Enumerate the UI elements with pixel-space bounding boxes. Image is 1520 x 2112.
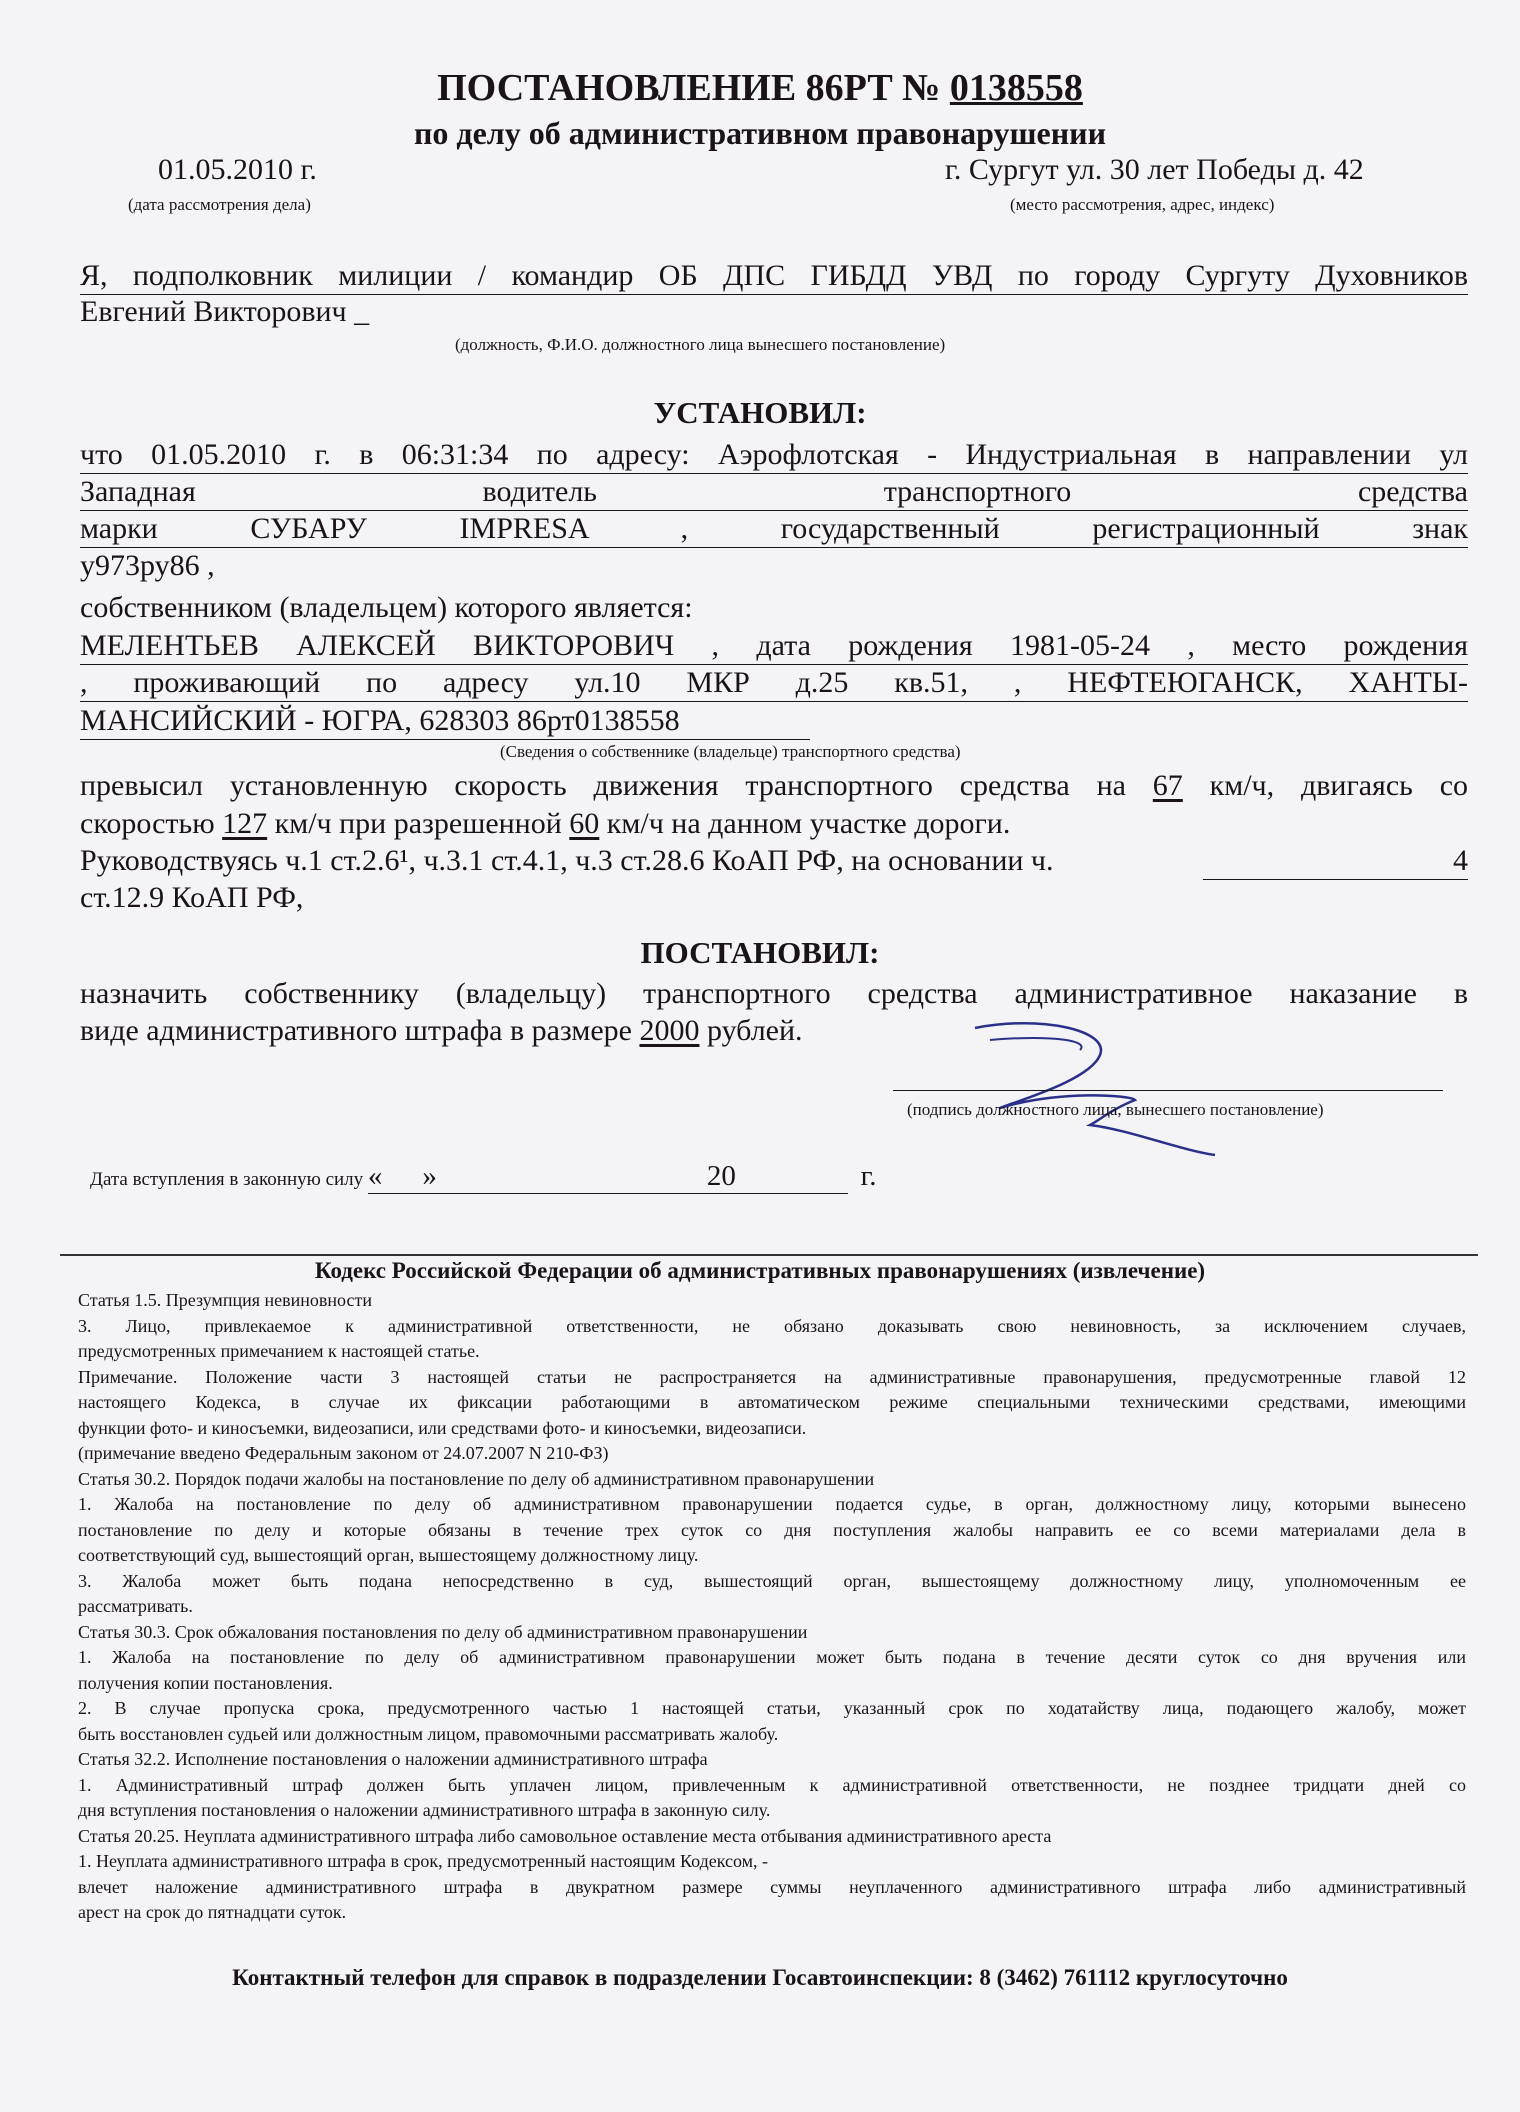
section-divider (60, 1254, 1478, 1256)
speed-limit: 60 (569, 807, 600, 840)
code-line: 2. В случае пропуска срока, предусмотренного частью 1 настоящей статьи, указанный срок по ходатайству лица, подающего жалобу, может (78, 1698, 1466, 1718)
official-line-2: Евгений Викторович _ (80, 295, 370, 328)
effective-date-field (368, 1160, 848, 1194)
review-place-caption: (место рассмотрения, адрес, индекс) (1010, 195, 1275, 214)
owner-caption: (Сведения о собственнике (владельце) транспортного средства) (500, 742, 961, 761)
code-line: функции фото- и киносъемки, видеозаписи, или средствами фото- и киносъемки, видеозаписи. (78, 1417, 807, 1438)
established-heading: УСТАНОВИЛ: (653, 395, 867, 430)
code-line: 1. Неуплата административного штрафа в срок, предусмотренный настоящим Кодексом, - (78, 1851, 769, 1871)
code-line: Статья 20.25. Неуплата административного штрафа либо самовольное оставление места отбывания административного ареста (78, 1825, 1052, 1846)
code-line: 3. Жалоба может быть подана непосредственно в суд, вышестоящий орган, вышестоящему должностному лицу, уполномоченным ее (78, 1570, 1466, 1591)
code-line: 1. Административный штраф должен быть уплачен лицом, привлеченным к административной ответственности, не позднее тридцати дней со (78, 1774, 1466, 1795)
established-line: что 01.05.2010 г. в 06:31:34 по адресу: Аэрофлотская - Индустриальная в направлении ул (80, 437, 1468, 474)
guided-text: Руководствуясь ч.1 ст.2.6¹, ч.3.1 ст.4.1, ч.3 ст.28.6 КоАП РФ, на основании ч. (80, 844, 1054, 877)
speed-excess: 67 (1152, 769, 1183, 802)
quote-open: « (367, 1160, 383, 1192)
code-line: Статья 1.5. Презумпция невиновности (78, 1290, 372, 1310)
established-line: марки СУБАРУ IMPRESA , государственный регистрационный знак (80, 511, 1468, 548)
resolution-number: 0138558 (949, 67, 1083, 109)
owner-line: МЕЛЕНТЬЕВ АЛЕКСЕЙ ВИКТОРОВИЧ , дата рождения 1981-05-24 , место рождения (80, 628, 1468, 665)
decision-line-2 (80, 1013, 1468, 1049)
established-line: Западная водитель транспортного средства (80, 474, 1468, 511)
official-line-1: Я, подполковник милиции / командир ОБ ДПС ГИБДД УВД по городу Сургуту Духовников (80, 258, 1468, 295)
code-line: настоящего Кодекса, в случае их фиксации работающими в автоматическом режиме специальными техническими средствами, имеющими (78, 1392, 1466, 1412)
plate-number: у973ру86 , (80, 549, 215, 582)
code-line: дня вступления постановления о наложении административного штрафа в законную силу. (78, 1800, 771, 1820)
code-line: 1. Жалоба на постановление по делу об административном правонарушении может быть подана в течение десяти суток со дня вручения или (78, 1647, 1466, 1667)
decision-line-1: назначить собственнику (владельцу) транспортного средства административное наказание в (80, 977, 1468, 1010)
review-date-caption: (дата рассмотрения дела) (128, 195, 311, 214)
effective-label: Дата вступления в законную силу (90, 1169, 364, 1190)
code-line: арест на срок до пятнадцати суток. (78, 1902, 347, 1922)
document-subtitle: по делу об административном правонарушении (413, 115, 1107, 151)
decision-heading: ПОСТАНОВИЛ: (640, 935, 880, 970)
code-line: быть восстановлен судьей или должностным лицом, правомочными рассматривать жалобу. (78, 1723, 779, 1744)
decision-text: виде административного штрафа в размере (80, 1014, 632, 1047)
owner-line: МАНСИЙСКИЙ - ЮГРА, 628303 86рт0138558 (80, 703, 810, 740)
article-line: ст.12.9 КоАП РФ, (80, 881, 304, 914)
code-title: Кодекс Российской Федерации об административных правонарушениях (извлечение) (314, 1258, 1206, 1283)
fine-amount: 2000 (639, 1014, 700, 1047)
code-line: получения копии постановления. (78, 1672, 333, 1693)
review-date: 01.05.2010 г. (158, 153, 317, 186)
speed-text: скоростью (80, 807, 215, 840)
contact-phone: Контактный телефон для справок в подразделении Госавтоинспекции: 8 (3462) 761112 круглосуточно (232, 1965, 1288, 1990)
actual-speed: 127 (222, 807, 268, 840)
document-title (0, 66, 1520, 110)
code-line: рассматривать. (78, 1596, 193, 1616)
signature-icon (960, 1010, 1230, 1160)
year-prefix: 20 (706, 1160, 736, 1192)
speed-text: превысил установленную скорость движения транспортного средства на (80, 769, 1126, 802)
code-line: Статья 30.3. Срок обжалования постановления по делу об административном правонарушении (78, 1621, 808, 1642)
signature-caption: (подпись должностного лица, вынесшего постановление) (907, 1100, 1324, 1119)
speed-text: км/ч при разрешенной (274, 807, 562, 840)
code-line: Статья 32.2. Исполнение постановления о наложении административного штрафа (78, 1749, 708, 1769)
code-line: 3. Лицо, привлекаемое к административной ответственности, не обязано доказывать свою невиновность, за исключением случаев, (78, 1315, 1466, 1336)
signature-line (893, 1090, 1443, 1091)
code-line: Примечание. Положение части 3 настоящей статьи не распространяется на административные правонарушения, предусмотренные главой 12 (78, 1366, 1466, 1387)
guided-line (80, 843, 1468, 879)
code-line: Статья 30.2. Порядок подачи жалобы на постановление по делу об административном правонарушении (78, 1468, 875, 1489)
code-extract (78, 1288, 1466, 1926)
effective-date (90, 1160, 877, 1194)
code-line: (примечание введено Федеральным законом от 24.07.2007 N 210-ФЗ) (78, 1443, 609, 1463)
official-caption: (должность, Ф.И.О. должностного лица вынесшего постановление) (455, 335, 946, 354)
speed-text: км/ч на данном участке дороги. (606, 807, 1011, 840)
decision-text: рублей. (706, 1014, 803, 1047)
review-place: г. Сургут ул. 30 лет Победы д. 42 (945, 153, 1364, 186)
year-suffix: г. (860, 1160, 877, 1192)
code-line: постановление по делу и которые обязаны в течение трех суток со дня поступления жалобы направить ее со всеми материалами дела в (78, 1519, 1466, 1540)
speed-line-1 (80, 768, 1468, 804)
speed-text: км/ч, двигаясь со (1209, 769, 1469, 802)
code-line: 1. Жалоба на постановление по делу об административном правонарушении подается судье, в орган, должностному лицу, которыми вынесено (78, 1494, 1466, 1514)
article-part: 4 (1203, 843, 1468, 880)
code-line: соответствующий суд, вышестоящий орган, вышестоящему должностному лицу. (78, 1545, 699, 1565)
code-line: влечет наложение административного штрафа в двукратном размере суммы неуплаченного административного штрафа либо административный (78, 1876, 1466, 1897)
title-prefix: ПОСТАНОВЛЕНИЕ 86РТ № (437, 67, 950, 109)
quote-close: » (422, 1160, 437, 1192)
code-line: предусмотренных примечанием к настоящей статье. (78, 1341, 480, 1361)
speed-line-2 (80, 806, 1468, 842)
established-line: собственником (владельцем) которого является: (80, 591, 693, 624)
owner-line: , проживающий по адресу ул.10 МКР д.25 кв.51, , НЕФТЕЮГАНСК, ХАНТЫ- (80, 665, 1468, 702)
